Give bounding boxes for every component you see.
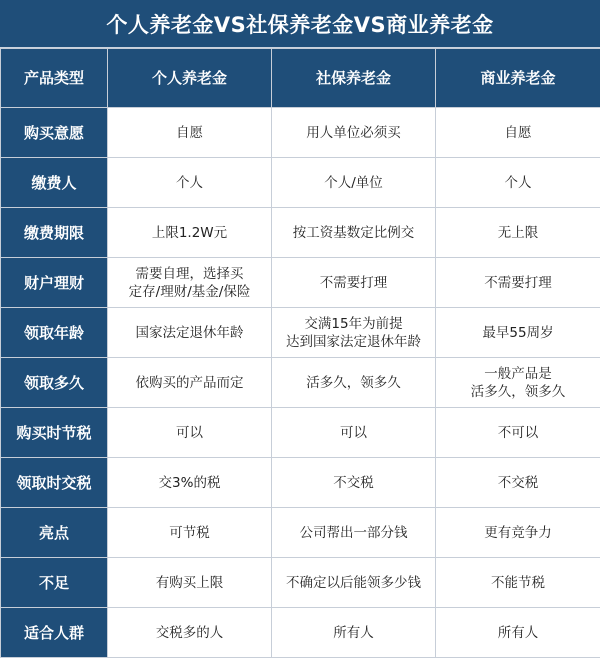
table-cell	[272, 608, 436, 658]
cell-text: 个人	[505, 174, 532, 192]
header-cell-product-type: 产品类型	[1, 49, 108, 108]
table-cell	[436, 308, 600, 358]
row-label: 领取年龄	[1, 308, 108, 358]
table-cell	[272, 208, 436, 258]
row-label: 购买时节税	[1, 408, 108, 458]
cell-text: 可节税	[169, 524, 210, 542]
cell-text: 可以	[340, 424, 367, 442]
cell-text: 按工资基数定比例交	[293, 224, 415, 242]
cell-text: 国家法定退休年龄	[136, 324, 244, 342]
cell-text: 所有人	[498, 624, 539, 642]
row-label: 领取时交税	[1, 458, 108, 508]
page-title: 个人养老金VS社保养老金VS商业养老金	[0, 0, 600, 48]
table-cell	[108, 608, 272, 658]
row-label: 适合人群	[1, 608, 108, 658]
table-cell	[436, 358, 600, 408]
cell-text: 不能节税	[491, 574, 545, 592]
table-cell	[108, 208, 272, 258]
table-cell	[436, 158, 600, 208]
header-cell-commercial-pension: 商业养老金	[436, 49, 600, 108]
cell-text: 自愿	[176, 124, 203, 142]
cell-text: 不需要打理	[320, 274, 388, 292]
table-cell	[272, 558, 436, 608]
row-label: 领取多久	[1, 358, 108, 408]
cell-text: 不需要打理	[484, 274, 552, 292]
table-row	[1, 608, 600, 658]
table-cell	[108, 408, 272, 458]
cell-text: 活多久，领多久	[306, 374, 401, 392]
table-row	[1, 258, 600, 308]
table-row	[1, 208, 600, 258]
table-cell	[436, 608, 600, 658]
table-cell	[108, 558, 272, 608]
table-cell	[108, 158, 272, 208]
table-cell	[272, 258, 436, 308]
table-row	[1, 358, 600, 408]
cell-text: 公司帮出一部分钱	[300, 524, 408, 542]
table-cell	[272, 358, 436, 408]
table-cell	[108, 508, 272, 558]
table-row	[1, 108, 600, 158]
cell-text: 需要自理，选择买 定存/理财/基金/保险	[129, 265, 251, 301]
table-cell	[108, 458, 272, 508]
header-cell-social-pension: 社保养老金	[272, 49, 436, 108]
table-cell	[272, 158, 436, 208]
cell-text: 交3%的税	[159, 474, 221, 492]
table-cell	[272, 508, 436, 558]
cell-text: 不可以	[498, 424, 539, 442]
header-cell-personal-pension: 个人养老金	[108, 49, 272, 108]
cell-text: 依购买的产品而定	[136, 374, 244, 392]
table-body	[1, 108, 600, 658]
cell-text: 可以	[176, 424, 203, 442]
table-cell	[108, 108, 272, 158]
table-row	[1, 558, 600, 608]
cell-text: 交税多的人	[156, 624, 224, 642]
table-cell	[436, 558, 600, 608]
table-row	[1, 408, 600, 458]
comparison-table	[0, 48, 600, 658]
table-row	[1, 158, 600, 208]
table-row	[1, 508, 600, 558]
table-cell	[108, 258, 272, 308]
cell-text: 不交税	[333, 474, 374, 492]
row-label: 购买意愿	[1, 108, 108, 158]
table-cell	[108, 308, 272, 358]
cell-text: 不确定以后能领多少钱	[286, 574, 421, 592]
cell-text: 所有人	[333, 624, 374, 642]
cell-text: 上限1.2W元	[152, 224, 227, 242]
table-header	[1, 49, 600, 108]
cell-text: 个人/单位	[324, 174, 383, 192]
cell-text: 不交税	[498, 474, 539, 492]
row-label: 财户理财	[1, 258, 108, 308]
cell-text: 无上限	[498, 224, 539, 242]
row-label: 亮点	[1, 508, 108, 558]
cell-text: 个人	[176, 174, 203, 192]
header-row	[1, 49, 600, 108]
table-cell	[436, 458, 600, 508]
cell-text: 交满15年为前提 达到国家法定退休年龄	[286, 315, 421, 351]
cell-text: 最早55周岁	[482, 324, 553, 342]
table-cell	[436, 408, 600, 458]
table-cell	[272, 108, 436, 158]
cell-text: 用人单位必须买	[306, 124, 401, 142]
row-label: 缴费人	[1, 158, 108, 208]
row-label: 不足	[1, 558, 108, 608]
cell-text: 更有竞争力	[484, 524, 552, 542]
table-cell	[436, 508, 600, 558]
table-cell	[436, 258, 600, 308]
cell-text: 一般产品是 活多久，领多久	[471, 365, 566, 401]
cell-text: 有购买上限	[156, 574, 224, 592]
table-cell	[436, 108, 600, 158]
table-cell	[108, 358, 272, 408]
table-cell	[272, 458, 436, 508]
table-cell	[272, 308, 436, 358]
table-row	[1, 308, 600, 358]
row-label: 缴费期限	[1, 208, 108, 258]
table-cell	[272, 408, 436, 458]
table-cell	[436, 208, 600, 258]
table-row	[1, 458, 600, 508]
cell-text: 自愿	[505, 124, 532, 142]
